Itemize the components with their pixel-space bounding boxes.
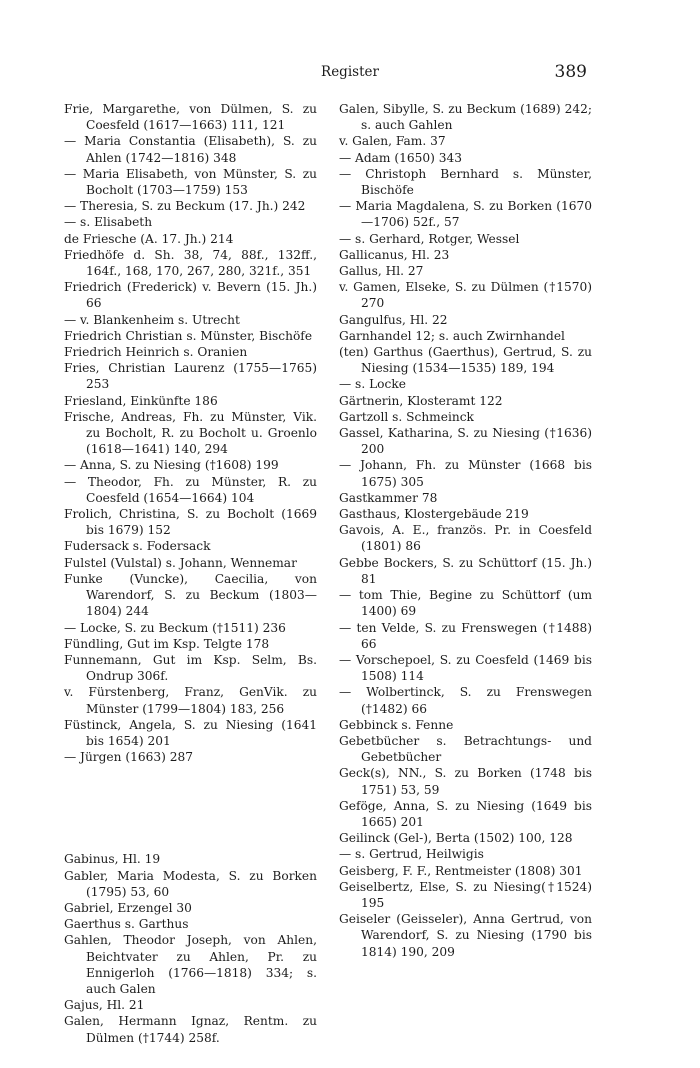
index-group-g [64, 851, 317, 1045]
index-group-f [64, 101, 317, 765]
index-entry: Frolich, Christina, S. zu Bocholt (1669 bis 1679) 152 [64, 507, 317, 538]
index-entry: Frie, Margarethe, von Dülmen, S. zu Coesfeld (1617—1663) 111, 121 [64, 102, 317, 133]
index-entry: — Vorschepoel, S. zu Coesfeld (1469 bis 1508) 114 [339, 652, 592, 684]
index-entry: — Jürgen (1663) 287 [64, 750, 194, 765]
index-entry: Fulstel (Vulstal) s. Johann, Wennemar [64, 555, 297, 570]
index-entry: Geiseler (Geisseler), Anna Gertrud, von Warendorf, S. zu Niesing (1790 bis 1814) 190, 209 [339, 912, 592, 959]
index-entry: — Theodor, Fh. zu Münster, R. zu Coesfeld (1654—1664) 104 [64, 474, 317, 505]
index-entry: — s. Gertrud, Heilwigis [339, 847, 484, 862]
index-entry: Friedrich Heinrich s. Oranien [64, 345, 248, 360]
index-entry: Gartzoll s. Schmeinck [339, 409, 474, 424]
index-entry: Geisberg, F. F., Rentmeister (1808) 301 [339, 863, 583, 878]
index-entry: Gastkammer 78 [339, 490, 438, 505]
running-title: Register [321, 64, 379, 80]
index-entry: Garnhandel 12; s. auch Zwirnhandel [339, 328, 565, 343]
index-group-g-continued [339, 101, 592, 960]
index-entry: Gasthaus, Klostergebäude 219 [339, 507, 529, 522]
index-entry: — Adam (1650) 343 [339, 150, 463, 165]
index-column-left [64, 101, 317, 1046]
index-entry: — Anna, S. zu Niesing (†1608) 199 [64, 458, 279, 473]
page-number: 389 [554, 62, 587, 82]
index-entry: Funnemann, Gut im Ksp. Selm, Bs. Ondrup 306f. [64, 652, 317, 684]
index-entry: Gebbinck s. Fenne [339, 717, 454, 732]
index-entry: (ten) Garthus (Gaerthus), Gertrud, S. zu Niesing (1534—1535) 189, 194 [339, 345, 592, 376]
index-entry: Fudersack s. Fodersack [64, 539, 211, 554]
index-entry: Gabler, Maria Modesta, S. zu Borken (1795) 53, 60 [64, 868, 317, 899]
index-entry: Gabriel, Erzengel 30 [64, 900, 192, 915]
index-entry: Gajus, Hl. 21 [64, 998, 145, 1013]
index-entry: Füstinck, Angela, S. zu Niesing (1641 bis 1654) 201 [64, 717, 317, 748]
index-entry: — Johann, Fh. zu Münster (1668 bis 1675) 305 [339, 458, 592, 489]
index-entry: Gahlen, Theodor Joseph, von Ahlen, Beichtvater zu Ahlen, Pr. zu Ennigerloh (1766—1818) 334; s. auch Galen [64, 933, 317, 996]
index-entry: Geiselbertz, Else, S. zu Niesing(†1524) 195 [339, 879, 592, 910]
index-entry: — v. Blankenheim s. Utrecht [64, 312, 240, 327]
index-entry: Gallicanus, Hl. 23 [339, 247, 450, 262]
index-entry: Fries, Christian Laurenz (1755—1765) 253 [64, 361, 317, 392]
index-entry: — Maria Constantia (Elisabeth), S. zu Ahlen (1742—1816) 348 [64, 134, 317, 165]
index-entry: Geck(s), NN., S. zu Borken (1748 bis 1751) 53, 59 [339, 766, 592, 797]
index-entry: de Friesche (A. 17. Jh.) 214 [64, 231, 234, 246]
index-entry: v. Gamen, Elseke, S. zu Dülmen (†1570) 270 [339, 280, 592, 311]
index-entry: Friesland, Einkünfte 186 [64, 393, 218, 408]
index-entry: Geilinck (Gel-), Berta (1502) 100, 128 [339, 831, 573, 846]
index-entry: — s. Locke [339, 377, 406, 392]
index-entry: — tom Thie, Begine zu Schüttorf (um 1400) 69 [339, 588, 592, 619]
index-entry: Gabinus, Hl. 19 [64, 852, 161, 867]
running-header [0, 62, 700, 86]
index-entry: Friedrich Christian s. Münster, Bischöfe [64, 328, 313, 343]
index-entry: — Christoph Bernhard s. Münster, Bischöfe [339, 166, 592, 198]
index-entry: Funke (Vuncke), Caecilia, von Warendorf, S. zu Beckum (1803—1804) 244 [64, 571, 317, 619]
index-entry: — Maria Magdalena, S. zu Borken (1670—1706) 52f., 57 [339, 199, 592, 230]
index-entry: Gärtnerin, Klosteramt 122 [339, 393, 503, 408]
index-entry: — s. Elisabeth [64, 215, 153, 230]
index-entry: Gaerthus s. Garthus [64, 917, 189, 932]
index-entry: — Wolbertinck, S. zu Frenswegen (†1482) 66 [339, 685, 592, 716]
index-entry: Gebbe Bockers, S. zu Schüttorf (15. Jh.) 81 [339, 555, 592, 586]
index-column-right [339, 101, 592, 960]
index-entry: Galen, Hermann Ignaz, Rentm. zu Dülmen (†1744) 258f. [64, 1014, 317, 1045]
index-entry: — s. Gerhard, Rotger, Wessel [339, 231, 520, 246]
index-entry: Friedhöfe d. Sh. 38, 74, 88f., 132ff., 164f., 168, 170, 267, 280, 321f., 351 [64, 247, 317, 279]
index-entry: Gebetbücher s. Betrachtungs- und Gebetbücher [339, 733, 592, 765]
index-entry: Gallus, Hl. 27 [339, 264, 424, 279]
index-entry: v. Galen, Fam. 37 [339, 134, 446, 149]
index-entry: Frische, Andreas, Fh. zu Münster, Vik. zu Bocholt, R. zu Bocholt u. Groenlo (1618—1641) 140, 294 [64, 409, 317, 457]
index-entry: — ten Velde, S. zu Frenswegen (†1488) 66 [339, 620, 592, 651]
index-entry: — Maria Elisabeth, von Münster, S. zu Bocholt (1703—1759) 153 [64, 166, 317, 198]
index-entry: Gassel, Katharina, S. zu Niesing (†1636) 200 [339, 426, 592, 457]
index-entry: — Locke, S. zu Beckum (†1511) 236 [64, 620, 286, 635]
index-entry: Galen, Sibylle, S. zu Beckum (1689) 242; s. auch Gahlen [339, 102, 592, 133]
index-entry: Geföge, Anna, S. zu Niesing (1649 bis 1665) 201 [339, 798, 592, 829]
index-entry: — Theresia, S. zu Beckum (17. Jh.) 242 [64, 199, 306, 214]
index-entry: Gangulfus, Hl. 22 [339, 312, 448, 327]
index-entry: Fündling, Gut im Ksp. Telgte 178 [64, 636, 270, 651]
index-entry: Gavois, A. E., französ. Pr. in Coesfeld (1801) 86 [339, 523, 592, 554]
index-entry: v. Fürstenberg, Franz, GenVik. zu Münster (1799—1804) 183, 256 [64, 685, 317, 716]
group-spacer [64, 765, 317, 851]
index-entry: Friedrich (Frederick) v. Bevern (15. Jh.) 66 [64, 280, 317, 311]
